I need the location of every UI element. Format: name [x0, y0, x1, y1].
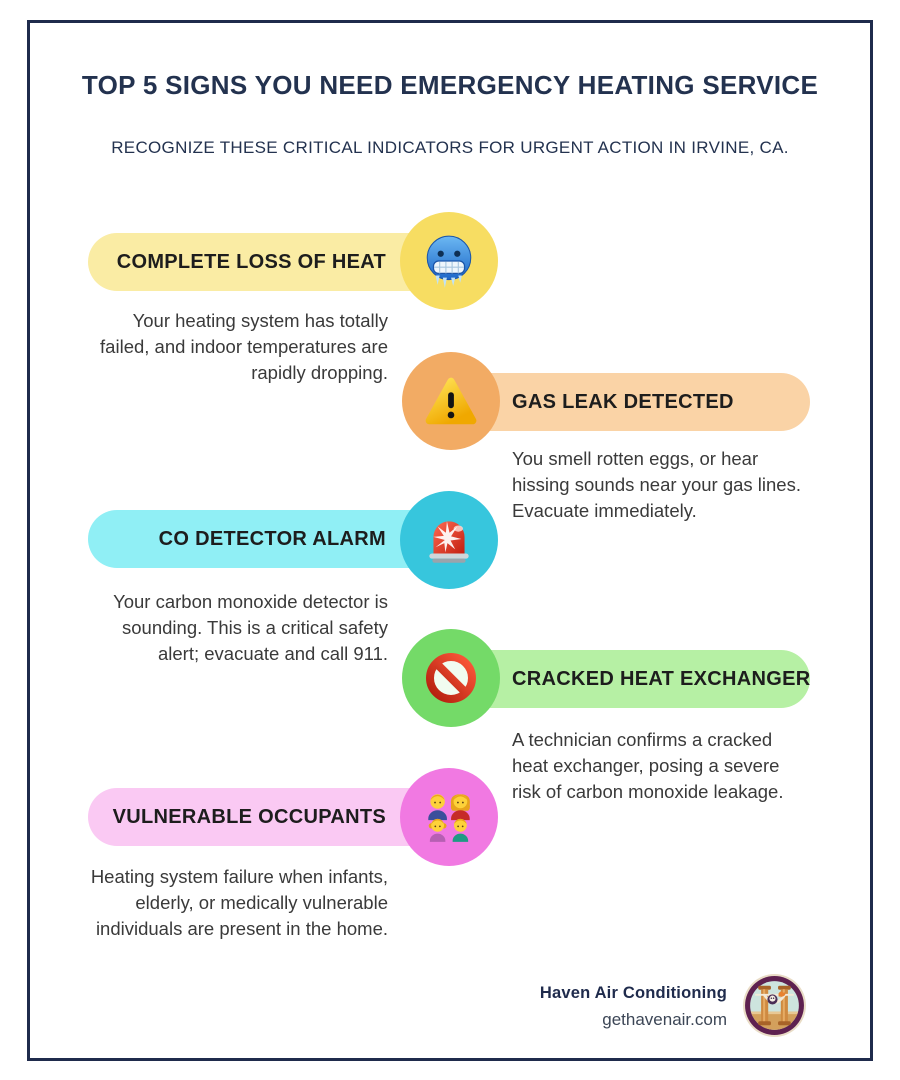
item-description: Your carbon monoxide detector is sounding. This is a critical safety alert; evacuate and call 911.	[113, 591, 388, 664]
item-description: You smell rotten eggs, or hear hissing sounds near your gas lines. Evacuate immediately.	[512, 448, 801, 521]
item-icon-badge	[400, 768, 498, 866]
item-title: CRACKED HEAT EXCHANGER	[512, 667, 811, 690]
item-title: COMPLETE LOSS OF HEAT	[116, 250, 386, 273]
page-subtitle: RECOGNIZE THESE CRITICAL INDICATORS FOR URGENT ACTION IN IRVINE, CA.	[111, 138, 789, 157]
item-title: VULNERABLE OCCUPANTS	[112, 805, 386, 828]
prohibited-icon	[423, 650, 479, 706]
warning-icon	[422, 372, 480, 430]
item-icon-badge	[400, 212, 498, 310]
item-description: Heating system failure when infants, elderly, or medically vulnerable individuals are present in the home.	[90, 866, 388, 939]
haven-logo	[742, 973, 807, 1038]
item-icon-badge	[402, 629, 500, 727]
footer-company-name: Haven Air Conditioning	[539, 984, 727, 1002]
page-title: TOP 5 SIGNS YOU NEED EMERGENCY HEATING SERVICE	[81, 70, 819, 100]
item-description: Your heating system has totally failed, and indoor temperatures are rapidly dropping.	[100, 310, 388, 383]
footer	[400, 984, 727, 1030]
item-icon-badge	[402, 352, 500, 450]
item-title: CO DETECTOR ALARM	[158, 527, 386, 550]
item-title: GAS LEAK DETECTED	[512, 390, 734, 413]
cold-face-icon	[420, 232, 478, 290]
family-icon	[420, 788, 478, 846]
footer-website: gethavenair.com	[602, 1010, 727, 1029]
siren-icon	[420, 511, 478, 569]
item-icon-badge	[400, 491, 498, 589]
item-description: A technician confirms a cracked heat exchanger, posing a severe risk of carbon monoxide leakage.	[512, 729, 784, 802]
